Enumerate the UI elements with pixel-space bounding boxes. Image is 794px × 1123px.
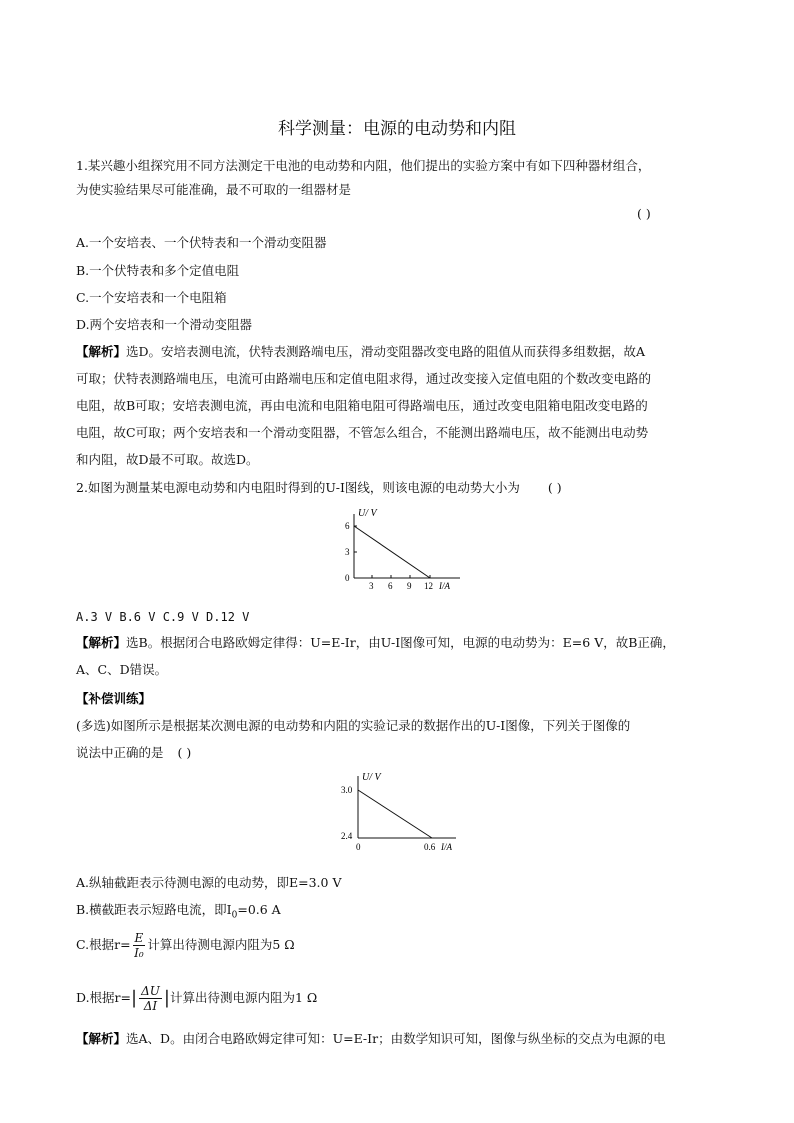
fraction-e-over-i0 — [133, 931, 146, 960]
analysis-text: 选B。根据闭合电路欧姆定律得：U=E-Ir，由U-I图像可知，电源的电动势为：E=6 V，故B正确， — [126, 635, 675, 650]
y-axis-label: U/ V — [358, 508, 377, 519]
q1-stem-line1: 1.某兴趣小组探究用不同方法测定干电池的电动势和内阻，他们提出的实验方案中有如下四种器材组合， — [76, 158, 651, 173]
abs-bar-right: | — [163, 987, 170, 1009]
option-d-result: 计算出待测电源内阻为1 Ω — [169, 990, 318, 1005]
extra-answer-bracket: ( ) — [177, 745, 192, 760]
abs-bar-left: | — [131, 987, 138, 1009]
extra-option-d — [76, 983, 317, 1014]
fraction-numerator: E — [134, 931, 144, 945]
q1-answer-bracket: ( ) — [637, 206, 651, 221]
option-b-text: B.横截距表示短路电流，即I — [76, 902, 232, 917]
q1-option-d: D.两个安培表和一个滑动变阻器 — [76, 317, 253, 332]
q2-stem — [76, 479, 562, 497]
y-axis-label: U/ V — [362, 772, 381, 783]
analysis-tag: 【解析】 — [76, 344, 127, 359]
q1-option-a: A.一个安培表、一个伏特表和一个滑动变阻器 — [76, 235, 327, 250]
extra-stem-text: 说法中正确的是 — [76, 745, 164, 760]
extra-ui-graph — [338, 772, 468, 856]
y-tick-6: 6 — [345, 521, 350, 531]
option-b-subscript: 0 — [231, 910, 238, 921]
q2-analysis-line1 — [76, 634, 675, 652]
option-b-value: =0.6 A — [237, 902, 281, 917]
y-tick-3: 3 — [345, 547, 350, 557]
y-tick-2-4: 2.4 — [341, 831, 353, 841]
page-title: 科学测量：电源的电动势和内阻 — [278, 119, 516, 139]
analysis-text: 选A、D。由闭合电路欧姆定律可知：U=E-Ir；由数学知识可知，图像与纵坐标的交点为电源的电 — [126, 1031, 666, 1046]
fraction-numerator: ΔU — [141, 984, 160, 998]
q2-stem-text: 2.如图为测量某电源电动势和内电阻时得到的U-I图线，则该电源的电动势大小为 — [76, 480, 520, 495]
fraction-du-over-di — [139, 984, 162, 1013]
q1-analysis-line3: 电阻，故B可取；安培表测电流，再由电流和电阻箱电阻可得路端电压，通过改变电阻箱电阻改变电路的 — [76, 398, 648, 413]
extra-stem-line2 — [76, 744, 191, 762]
option-d-text: D.根据r= — [76, 990, 131, 1005]
q1-option-b: B.一个伏特表和多个定值电阻 — [76, 263, 240, 278]
q1-analysis-line5: 和内阻，故D最不可取。故选D。 — [76, 452, 259, 467]
q1-stem-line2: 为使实验结果尽可能准确，最不可取的一组器材是 — [76, 182, 352, 197]
ui-line — [354, 526, 430, 578]
fraction-denominator: I₀ — [134, 946, 144, 960]
q2-ui-graph — [338, 508, 468, 596]
q1-analysis-line1 — [76, 343, 645, 361]
x-axis-label: I/A — [439, 581, 450, 591]
option-c-text: C.根据r= — [76, 937, 131, 952]
x-tick-0-6: 0.6 — [424, 842, 436, 852]
fraction-denominator: ΔI — [143, 999, 158, 1013]
extra-option-c — [76, 930, 295, 960]
option-c-result: 计算出待测电源内阻为5 Ω — [147, 937, 295, 952]
x-tick-12: 12 — [424, 581, 433, 591]
x-tick-9: 9 — [407, 581, 412, 591]
extra-heading: 【补偿训练】 — [76, 691, 152, 706]
q2-answer-bracket: ( ) — [547, 480, 562, 495]
extra-stem-line1: (多选)如图所示是根据某次测电源的电动势和内阻的实验记录的数据作出的U-I图像，下列关于图像的 — [76, 718, 631, 733]
q1-option-c: C.一个安培表和一个电阻箱 — [76, 290, 227, 305]
y-tick-3-0: 3.0 — [341, 785, 353, 795]
extra-option-a: A.纵轴截距表示待测电源的电动势，即E=3.0 V — [76, 875, 342, 890]
x-axis-label: I/A — [441, 842, 452, 852]
q1-analysis-line4: 电阻，故C可取；两个安培表和一个滑动变阻器，不管怎么组合，不能测出路端电压，故不能测出电动势 — [76, 425, 649, 440]
extra-option-b — [76, 901, 281, 925]
x-tick-0: 0 — [356, 842, 361, 852]
x-tick-3: 3 — [369, 581, 374, 591]
analysis-text: 选D。安培表测电流，伏特表测路端电压，滑动变阻器改变电路的阻值从而获得多组数据，故A — [126, 344, 646, 359]
analysis-tag: 【解析】 — [76, 635, 127, 650]
q1-analysis-line2: 可取；伏特表测路端电压，电流可由路端电压和定值电阻求得，通过改变接入定值电阻的个数改变电路的 — [76, 371, 652, 386]
y-tick-0: 0 — [345, 573, 350, 583]
q2-options: A.3 V B.6 V C.9 V D.12 V — [76, 610, 250, 624]
analysis-tag: 【解析】 — [76, 1031, 127, 1046]
x-tick-6: 6 — [388, 581, 393, 591]
ui-line — [358, 790, 432, 838]
extra-analysis-line1 — [76, 1030, 666, 1048]
q2-analysis-line2: A、C、D错误。 — [76, 662, 168, 677]
